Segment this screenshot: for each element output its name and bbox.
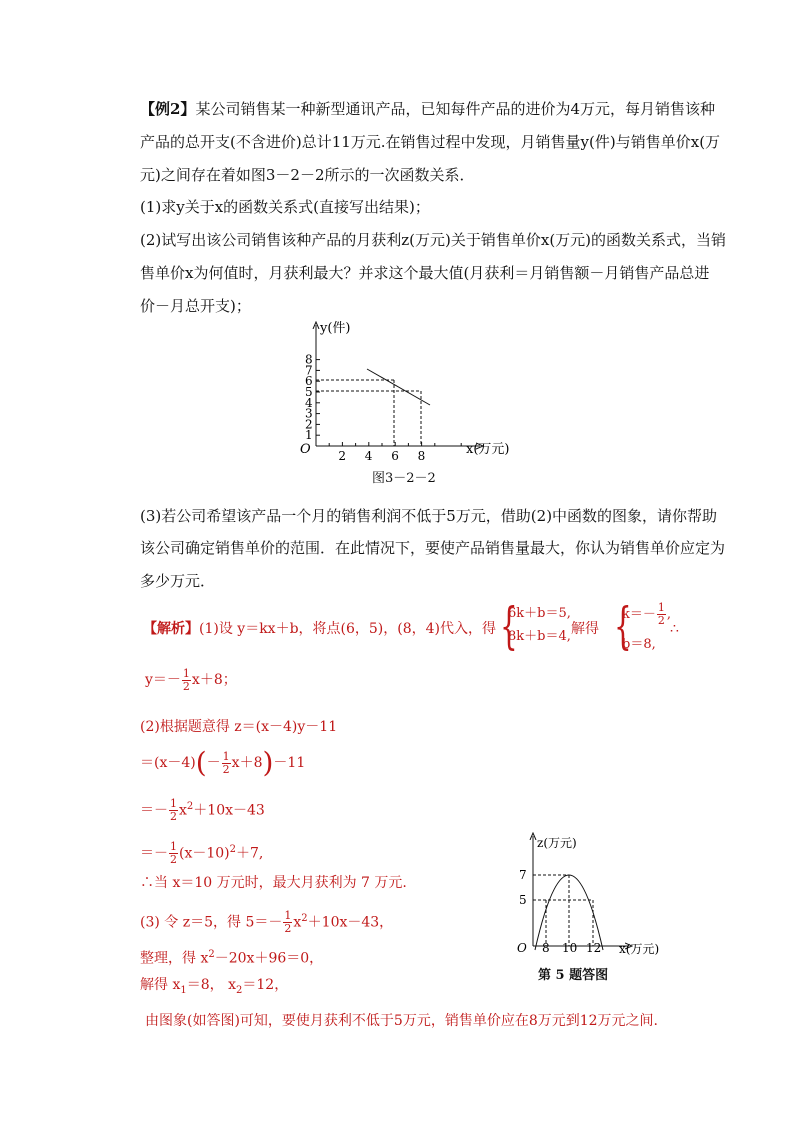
fraction: $\frac{1}{2}$	[284, 909, 292, 936]
question-3-line-3: 多少万元．	[140, 572, 216, 590]
origin-label: O	[300, 442, 311, 457]
figure-linear-graph	[290, 315, 510, 465]
system2-eq2: b＝8,	[622, 637, 656, 652]
therefore-symbol: ∴	[670, 621, 679, 637]
solve-word: 解得	[571, 621, 599, 637]
y-axis-label: y(件)	[320, 321, 351, 336]
system1-eq2: 8k＋b＝4,	[508, 629, 571, 644]
figure2-caption: 第 5 题答图	[538, 968, 609, 983]
x-tick-label: 8	[417, 449, 426, 463]
y-tick-label: 5	[305, 385, 313, 399]
solution-step-2-conclusion: ∴当 x＝10 万元时，最大月获利为 7 万元.	[140, 875, 407, 891]
y-tick-label: 3	[305, 406, 313, 421]
x-tick-label: 4	[364, 449, 373, 463]
x-tick-label: 2	[338, 449, 347, 463]
x-tick-label: 6	[391, 449, 399, 463]
fraction: $\frac{1}{2}$	[222, 749, 230, 776]
solution-step-3-head: (3) 令 z＝5，得 5＝－ $\frac{1}{2}$ $x^2+10x-43$，	[140, 909, 394, 936]
solution-step-3-roots: 解得 $x_1=8$， $x_2=12$，	[140, 977, 289, 996]
x2-tick-12: 12	[586, 941, 602, 955]
origin-2-label: O	[517, 941, 527, 955]
system2-eq1: k＝－ $\frac{1}{2}$ ,	[622, 601, 672, 627]
x2-tick-8: 8	[542, 941, 550, 955]
question-2-line-2: 售单价x为何值时，月获利最大？并求这个最大值(月获利＝月销售额－月销售产品总进	[140, 264, 710, 282]
solution-step-2-line-1: ＝(x－4)(－ $\frac{1}{2}$ x＋8)－11	[140, 746, 306, 779]
example-tag: 【例2】	[140, 100, 196, 118]
result-1: y＝－ $\frac{1}{2}$ x＋8；	[145, 666, 237, 693]
question-2-line-3: 价－月总开支)；	[140, 297, 251, 315]
linear-function-line	[367, 369, 430, 405]
system1-eq1: 6k＋b＝5,	[508, 606, 571, 621]
question-2-line-1: (2)试写出该公司销售该种产品的月获利z(万元)关于销售单价x(万元)的函数关系式，当销	[140, 231, 727, 249]
solution-step-2-head: (2)根据题意得 z＝(x－4)y－11	[140, 719, 338, 735]
figure-parabola-graph	[505, 830, 675, 960]
solution-step-2-line-3: ＝－ $\frac{1}{2}$ $(x-10)^2+7$,	[140, 840, 264, 867]
question-1: (1)求y关于x的函数关系式(直接写出结果)；	[140, 198, 430, 216]
solution-step-1: 【解析】(1)设 y＝kx＋b，将点(6，5)，(8，4)代入，得	[143, 621, 497, 637]
question-3-line-1: (3)若公司希望该产品一个月的销售利润不低于5万元，借助(2)中函数的图象，请你帮助	[140, 507, 718, 525]
problem-line-2: 产品的总开支(不含进价)总计11万元.在销售过程中发现，月销售量y(件)与销售单价x(万	[140, 133, 721, 151]
z-axis-label: z(万元)	[537, 836, 577, 850]
figure1-caption: 图3－2－2	[372, 471, 436, 486]
y-tick-label: 2	[305, 417, 313, 432]
fraction: $\frac{1}{2}$	[182, 666, 190, 693]
x-axis-label: x(万元)	[466, 442, 510, 457]
z-tick-5: 5	[519, 893, 527, 907]
y-tick-label: 1	[305, 428, 313, 443]
fraction: $\frac{1}{2}$	[657, 601, 665, 627]
x-axis-2-label: x(万元)	[619, 942, 660, 956]
fraction: $\frac{1}{2}$	[170, 840, 177, 867]
y-tick-label: 4	[305, 395, 313, 410]
z-tick-7: 7	[519, 868, 527, 882]
problem-line-3: 元)之间存在着如图3－2－2所示的一次函数关系．	[140, 166, 475, 184]
solution-step-3-arrange: 整理，得 $x^2-20x+96=0$，	[140, 949, 324, 967]
solution-step-2-line-2: ＝－ $\frac{1}{2}$ $x^2+10x-43$	[140, 797, 265, 824]
solution-final: 由图象(如答图)可知，要使月获利不低于5万元，销售单价应在8万元到12万元之间.	[145, 1013, 659, 1029]
y-tick-label: 7	[305, 363, 313, 378]
system1-brace: {	[500, 597, 518, 655]
system2-brace: {	[614, 597, 632, 655]
y-tick-label: 6	[305, 374, 313, 389]
y-tick-label: 8	[305, 352, 313, 367]
x2-tick-10: 10	[562, 941, 578, 955]
question-3-line-2: 该公司确定销售单价的范围．在此情况下，要使产品销售量最大，你认为销售单价应定为	[140, 539, 726, 557]
problem-line-1: 【例2】某公司销售某一种新型通讯产品，已知每件产品的进价为4万元，每月销售该种	[140, 100, 715, 118]
fraction: $\frac{1}{2}$	[170, 797, 177, 824]
